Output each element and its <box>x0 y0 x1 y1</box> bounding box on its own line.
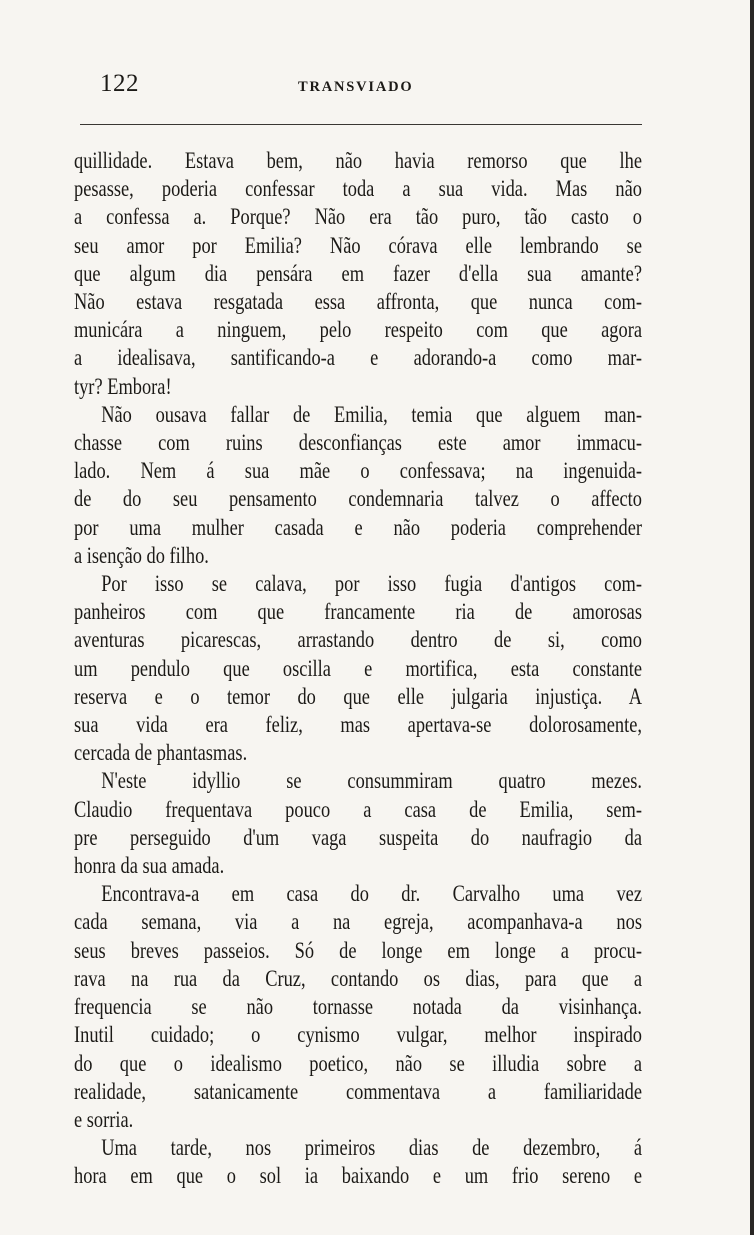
text-line: panheiros com que francamente ria de amorosas <box>74 599 642 625</box>
text-line: realidade, satanicamente commentava a familiaridade <box>74 1078 642 1104</box>
text-line: hora em que o sol ia baixando e um frio sereno e <box>74 1163 642 1189</box>
text-line: Por isso se calava, por isso fugia d'antigos com- <box>101 571 642 597</box>
text-line: Uma tarde, nos primeiros dias de dezembro, á <box>101 1135 642 1161</box>
text-line: seu amor por Emilia? Não córava elle lembrando se <box>74 232 642 258</box>
text-line: por uma mulher casada e não poderia comprehender <box>74 514 642 540</box>
page-number: 122 <box>100 70 139 97</box>
running-title: TRANSVIADO <box>298 79 414 95</box>
text-line: tyr? Embora! <box>74 373 172 399</box>
page-edge-shadow <box>750 0 754 1235</box>
text-line: de do seu pensamento condemnaria talvez o affecto <box>74 486 642 512</box>
text-line: Não estava resgatada essa affronta, que nunca com- <box>74 289 642 315</box>
text-line: rava na rua da Cruz, contando os dias, para que a <box>74 965 642 991</box>
header-rule <box>80 124 642 125</box>
text-line: que algum dia pensára em fazer d'ella sua amante? <box>74 260 642 286</box>
text-line: um pendulo que oscilla e mortifica, esta constante <box>74 655 642 681</box>
text-line: cada semana, via a na egreja, acompanhava-a nos <box>74 909 642 935</box>
text-line: a idealisava, santificando-a e adorando-a como mar- <box>74 345 642 371</box>
text-line: N'este idyllio se consummiram quatro mezes. <box>101 768 642 794</box>
text-line: cercada de phantasmas. <box>74 740 248 766</box>
text-line: Claudio frequentava pouco a casa de Emilia, sem- <box>74 796 642 822</box>
text-line: do que o idealismo poetico, não se illudia sobre a <box>74 1050 642 1076</box>
text-line: pesasse, poderia confessar toda a sua vida. Mas não <box>74 176 642 202</box>
text-line: quillidade. Estava bem, não havia remorso que lhe <box>74 148 642 173</box>
text-line: pre perseguido d'um vaga suspeita do naufragio da <box>74 824 642 850</box>
text-line: Inutil cuidado; o cynismo vulgar, melhor inspirado <box>74 1022 642 1048</box>
text-line: seus breves passeios. Só de longe em longe a procu- <box>74 937 642 963</box>
text-line: sua vida era feliz, mas apertava-se dolorosamente, <box>74 712 642 738</box>
text-line: e sorria. <box>74 1106 134 1132</box>
text-line: a confessa a. Porque? Não era tão puro, tão casto o <box>74 204 642 230</box>
text-line: reserva e o temor do que elle julgaria injustiça. A <box>74 683 642 709</box>
text-line: frequencia se não tornasse notada da visinhança. <box>74 994 642 1020</box>
body-text <box>74 147 642 1191</box>
text-line: Não ousava fallar de Emilia, temia que alguem man- <box>101 401 642 427</box>
text-line: Encontrava-a em casa do dr. Carvalho uma vez <box>101 881 642 907</box>
text-line: chasse com ruins desconfianças este amor immacu- <box>74 430 642 456</box>
text-line: a isenção do filho. <box>74 542 209 568</box>
text-line: aventuras picarescas, arrastando dentro de si, como <box>74 627 642 653</box>
text-line: municára a ninguem, pelo respeito com que agora <box>74 317 642 343</box>
text-line: honra da sua amada. <box>74 853 225 879</box>
text-line: lado. Nem á sua mãe o confessava; na ingenuida- <box>74 458 642 484</box>
